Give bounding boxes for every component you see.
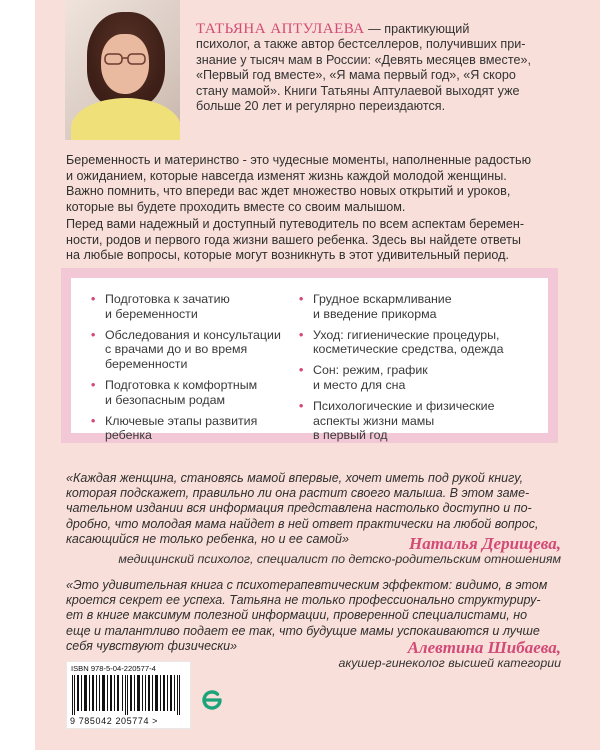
isbn-number: ISBN 978-5-04-220577-4 bbox=[71, 664, 156, 673]
topics-left-column bbox=[89, 292, 309, 449]
topic-item: • Уход: гигиенические процедуры, косметические средства, одежда bbox=[299, 327, 504, 357]
topic-item: • Ключевые этапы развития ребенка bbox=[91, 413, 258, 443]
reviewer-2-role: акушер-гинеколог высшей категории bbox=[338, 656, 561, 670]
barcode-bars bbox=[70, 675, 187, 715]
topic-item: • Подготовка к зачатию и беременности bbox=[91, 292, 230, 321]
reviewer-1-role: медицинский психолог, специалист по детско-родительским отношениям bbox=[118, 552, 561, 566]
topics-box bbox=[61, 268, 558, 443]
barcode-digits: 9 785042 205774 > bbox=[70, 716, 159, 726]
reviewer-1-name: Наталья Дерищева, bbox=[409, 534, 561, 553]
topic-item: • Сон: режим, график и место для сна bbox=[299, 363, 428, 392]
author-photo bbox=[65, 0, 180, 140]
author-photo-glasses bbox=[101, 52, 149, 66]
topics-right-column bbox=[297, 292, 517, 449]
author-name: ТАТЬЯНА АПТУЛАЕВА bbox=[196, 21, 365, 37]
topic-item: • Подготовка к комфортным и безопасным родам bbox=[91, 377, 258, 407]
intro-paragraph-1: Беременность и материнство - это чудесные моменты, наполненные радостью и ожиданием, которые навсегда изменят жизнь каждой молодой женщины. Важно помнить, что впереди вас ждет множество новых открытий и уроков, которые вы будете проходить вместе со своим малышом. bbox=[66, 153, 532, 214]
review-quote-2: «Это удивительная книга с психотерапевтическим эффектом: видимо, в этом кроется секрет ее успеха. Татьяна не только профессионально структуриру- ет в книге максимум полезной информации, проверенной специалистами, но еще и талантливо подает ее так, что будущие мамы успокаиваются и лучше себя чувствуют физически» bbox=[66, 578, 548, 653]
isbn-barcode bbox=[66, 661, 191, 729]
eksmo-logo-icon bbox=[200, 688, 224, 712]
author-bio: ТАТЬЯНА АПТУЛАЕВА — практикующий психолог, а также автор бестселлеров, получивших при- знание у тысяч мам в России: «Девять месяцев вместе», «Первый год вместе», «Я мама первый год», «Я скоро стану мамой». Книги Татьяны Аптулаевой выходят уже больше 20 лет и регулярно переиздаются. bbox=[196, 21, 531, 114]
topic-item: • Грудное вскармливание и введение прикорма bbox=[299, 292, 452, 321]
author-photo-sweater bbox=[71, 98, 180, 140]
reviewer-2-name: Алевтина Шибаева, bbox=[407, 638, 561, 657]
topic-item: • Обследования и консультации с врачами до и во время беременности bbox=[91, 327, 281, 372]
review-quote-1: «Каждая женщина, становясь мамой впервые, хочет иметь под рукой книгу, которая подскажет, правильно ли она растит своего малыша. В этом заме- чательном издании вся информация представлена настолько доступно и по- дробно, что молодая мама найдет в ней ответ практически на любой вопрос, касающийся не только ребенка, но и ее самой» bbox=[66, 471, 539, 546]
topic-item: • Психологические и физические аспекты жизни мамы в первый год bbox=[299, 398, 495, 443]
intro-paragraph-2: Перед вами надежный и доступный путеводитель по всем аспектам беремен- ности, родов и первого года жизни вашего ребенка. Здесь вы найдете ответы на любые вопросы, которые могут возникнуть в этот удивительный период. bbox=[66, 217, 525, 263]
topics-box-inner bbox=[71, 278, 548, 443]
